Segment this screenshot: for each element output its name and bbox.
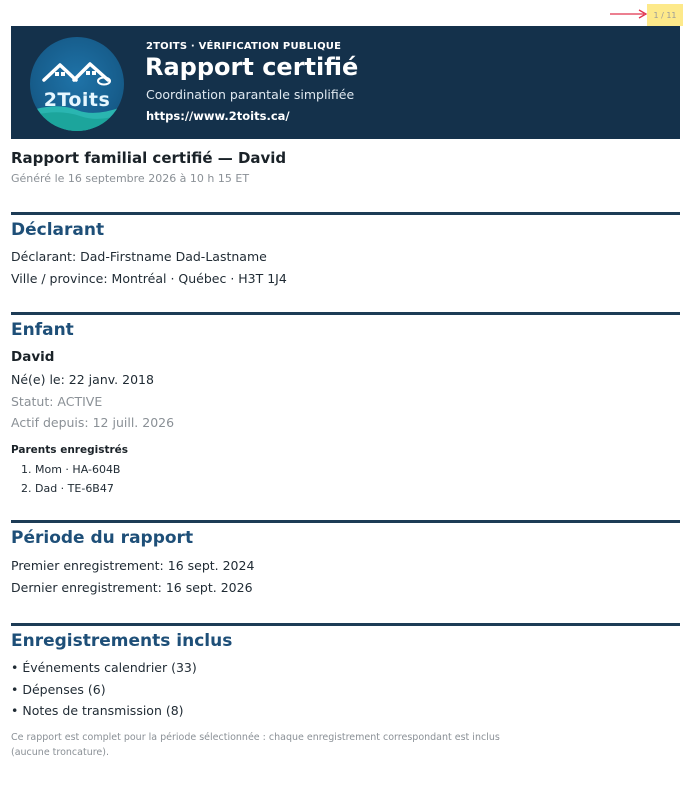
page-indicator: 1 / 11 bbox=[647, 4, 683, 26]
declarant-name: Déclarant: Dad-Firstname Dad-Lastname bbox=[11, 249, 267, 264]
two-houses-icon bbox=[30, 37, 124, 131]
generated-timestamp: Généré le 16 septembre 2026 à 10 h 15 ET bbox=[11, 172, 250, 185]
declarant-city: Ville / province: Montréal · Québec · H3T 1J4 bbox=[11, 271, 287, 286]
child-name: David bbox=[11, 349, 55, 365]
section-records bbox=[11, 623, 680, 726]
section-period bbox=[11, 520, 680, 613]
brand-logo bbox=[30, 37, 124, 131]
list-item: • Notes de transmission (8) bbox=[11, 703, 184, 718]
report-header bbox=[11, 26, 680, 139]
list-item: • Dépenses (6) bbox=[11, 682, 106, 697]
header-subtitle: Coordination parantale simplifiée bbox=[146, 87, 355, 102]
list-item: • Événements calendrier (33) bbox=[11, 660, 197, 675]
section-heading: Enregistrements inclus bbox=[11, 631, 233, 651]
child-birthdate: Né(e) le: 22 janv. 2018 bbox=[11, 372, 154, 387]
child-status: Statut: ACTIVE bbox=[11, 394, 103, 409]
section-declarant bbox=[11, 212, 680, 305]
last-record: Dernier enregistrement: 16 sept. 2026 bbox=[11, 580, 253, 595]
list-item: 2. Dad · TE-6B47 bbox=[21, 482, 114, 495]
website-link[interactable]: https://www.2toits.ca/ bbox=[146, 109, 290, 123]
annotation-arrow-icon bbox=[609, 8, 649, 20]
list-item: 1. Mom · HA-604B bbox=[21, 463, 121, 476]
section-heading: Enfant bbox=[11, 320, 74, 340]
header-eyebrow: 2TOITS · VÉRIFICATION PUBLIQUE bbox=[146, 41, 342, 52]
first-record: Premier enregistrement: 16 sept. 2024 bbox=[11, 558, 255, 573]
child-active-since: Actif depuis: 12 juill. 2026 bbox=[11, 415, 175, 430]
document-title: Rapport familial certifié — David bbox=[11, 149, 287, 167]
header-title: Rapport certifié bbox=[145, 53, 359, 81]
section-heading: Déclarant bbox=[11, 220, 105, 240]
logo-wordmark: 2Toits bbox=[43, 89, 111, 111]
completeness-footnote: Ce rapport est complet pour la période sélectionnée : chaque enregistrement correspondant est inclus (aucune troncature). bbox=[11, 732, 500, 758]
section-heading: Période du rapport bbox=[11, 528, 194, 548]
section-child bbox=[11, 312, 680, 510]
parents-heading: Parents enregistrés bbox=[11, 444, 129, 456]
